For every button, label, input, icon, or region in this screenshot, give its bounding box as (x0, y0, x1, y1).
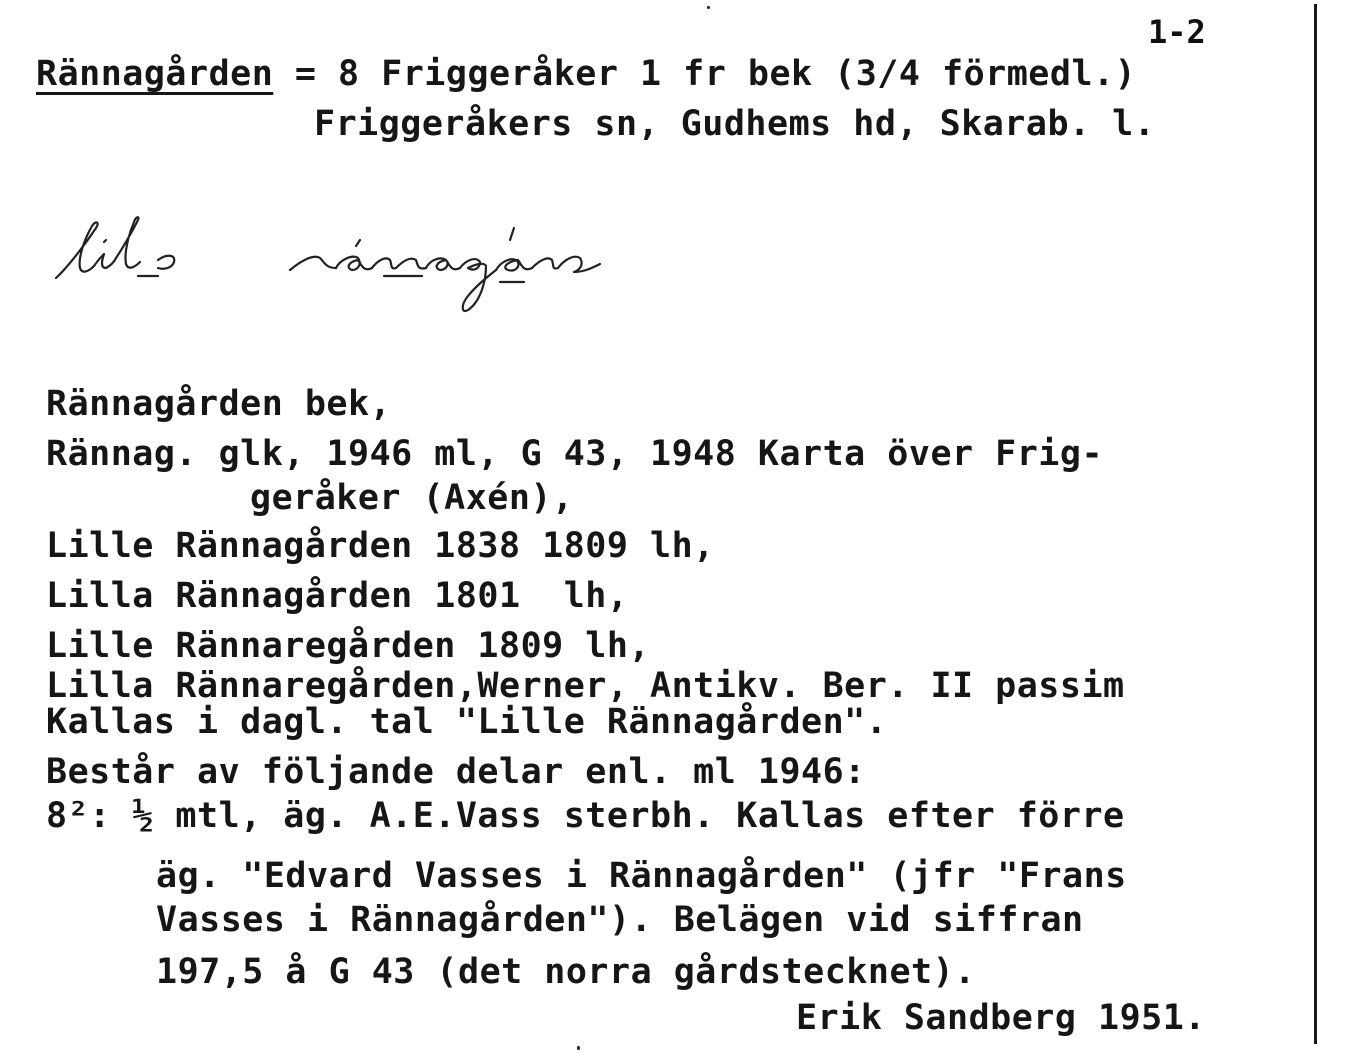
body-line: Lilla Rännagården 1801 lh, (46, 576, 629, 616)
body-line: Lille Rännagården 1838 1809 lh, (46, 526, 715, 566)
card-right-edge (1314, 4, 1317, 1044)
body-line: Kallas i dagl. tal "Lille Rännagården". (46, 702, 888, 742)
body-line: Rännag. glk, 1946 ml, G 43, 1948 Karta över Frig- (46, 434, 1104, 474)
handwritten-pronunciation (40, 210, 740, 340)
body-line: geråker (Axén), (250, 478, 574, 518)
heading-line-2: Friggeråkers sn, Gudhems hd, Skarab. l. (314, 104, 1156, 144)
body-line: 8²: ½ mtl, äg. A.E.Vass sterbh. Kallas efter förre (46, 796, 1125, 836)
place-name: Rännagården (36, 54, 274, 94)
body-line: Består av följande delar enl. ml 1946: (46, 752, 866, 792)
body-line: äg. "Edvard Vasses i Rännagården" (jfr "Frans (156, 856, 1127, 896)
card-number: 1-2 (1148, 13, 1206, 51)
signature: Erik Sandberg 1951. (796, 998, 1206, 1038)
body-line: 197,5 å G 43 (det norra gårdstecknet). (156, 952, 976, 992)
heading-rest: = 8 Friggeråker 1 fr bek (3/4 förmedl.) (273, 54, 1137, 94)
speck (577, 1046, 580, 1050)
body-line: Vasses i Rännagården"). Belägen vid siffran (156, 900, 1084, 940)
body-line: Lille Rännaregården 1809 lh, (46, 626, 651, 666)
heading-line-1 (36, 54, 1136, 94)
body-line: Lilla Rännaregården,Werner, Antikv. Ber. II passim (46, 666, 1125, 706)
body-line: Rännagården bek, (46, 384, 392, 424)
speck (707, 6, 710, 9)
